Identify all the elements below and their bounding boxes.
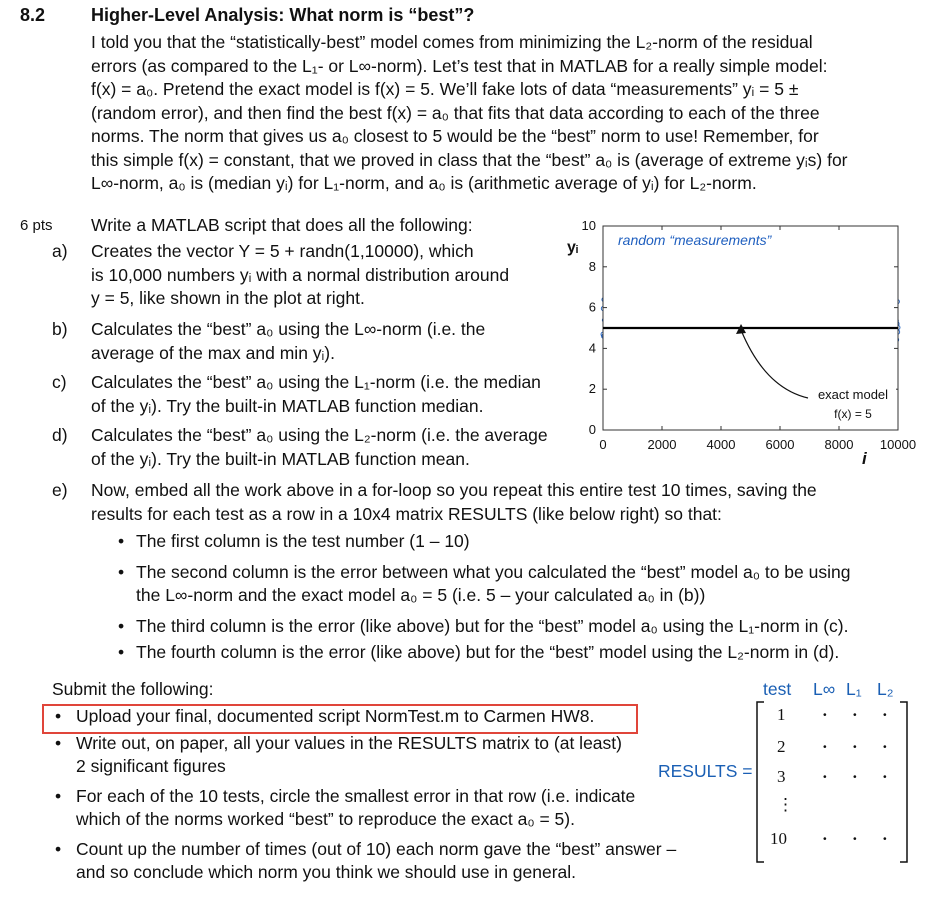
intro-line: L∞-norm, a₀ is (median yᵢ) for L₁-norm, and a₀ is (arithmetic average of yᵢ) for L₂-norm. bbox=[91, 173, 757, 193]
matrix-cell-dot: · bbox=[852, 705, 858, 724]
matrix-row-test: 3 bbox=[777, 767, 786, 786]
item-e bbox=[91, 479, 936, 526]
bullet-line: which of the norms worked “best” to reproduce the exact a₀ = 5). bbox=[76, 809, 575, 829]
bullet-line: The fourth column is the error (like above) but for the “best” model using the L₂-norm in (d). bbox=[136, 642, 840, 662]
item-line: Now, embed all the work above in a for-loop so you repeat this entire test 10 times, saving the bbox=[91, 480, 817, 500]
e-bullet-list bbox=[118, 530, 938, 665]
y-axis-label: yᵢ bbox=[567, 239, 579, 256]
intro-line: f(x) = a₀. Pretend the exact model is f(x) = 5. We’ll fake lots of data “measurements” yᵢ = 5 ± bbox=[91, 79, 799, 99]
submit-bullet-list bbox=[55, 705, 695, 885]
item-line: Creates the vector Y = 5 + randn(1,10000), which bbox=[91, 241, 474, 261]
bullet-dot: • bbox=[55, 706, 62, 726]
e-bullet bbox=[118, 561, 938, 608]
submit-bullet bbox=[55, 705, 695, 729]
intro-line: this simple f(x) = constant, that we proved in class that the “best” a₀ is (average of extreme yᵢs) for bbox=[91, 149, 848, 170]
bullet-dot: • bbox=[118, 561, 125, 582]
matrix-row-test: 2 bbox=[777, 737, 786, 756]
x-tick-label: 0 bbox=[599, 437, 607, 452]
bullet-dot: • bbox=[55, 732, 62, 753]
bullet-line: 2 significant figures bbox=[76, 756, 226, 776]
intro-line: norms. The norm that gives us a₀ closest to 5 would be the “best” norm to use! Remember, for bbox=[91, 126, 819, 146]
item-c bbox=[91, 371, 581, 418]
item-d bbox=[91, 424, 581, 471]
matrix-cell-dot: · bbox=[882, 829, 888, 848]
submit-bullet bbox=[55, 732, 695, 779]
matrix-cell-dot: · bbox=[822, 767, 828, 786]
item-b bbox=[91, 318, 571, 365]
annotation-line1: exact model bbox=[817, 387, 889, 402]
bullet-line: For each of the 10 tests, circle the smallest error in that row (i.e. indicate bbox=[76, 785, 636, 806]
x-tick-label: 2000 bbox=[647, 437, 677, 452]
submit-bullet bbox=[55, 785, 695, 832]
bullet-dot: • bbox=[55, 838, 62, 859]
item-line: results for each test as a row in a 10x4 matrix RESULTS (like below right) so that: bbox=[91, 503, 722, 524]
item-line: Calculates the “best” a₀ using the L∞-norm (i.e. the bbox=[91, 319, 486, 339]
bullet-line: and so conclude which norm you think we should use in general. bbox=[76, 862, 577, 882]
item-line: Calculates the “best” a₀ using the L₂-norm (i.e. the average bbox=[91, 425, 548, 445]
bullet-line: The third column is the error (like above) but for the “best” model a₀ using the L₁-norm in (c). bbox=[136, 615, 849, 636]
matrix-cell-dot: · bbox=[852, 767, 858, 786]
matrix-header-test: test bbox=[763, 679, 792, 699]
section-title: Higher-Level Analysis: What norm is “best”? bbox=[91, 5, 475, 25]
bullet-line: The second column is the error between what you calculated the “best” model a₀ to be using bbox=[136, 561, 851, 582]
item-d-letter: d) bbox=[52, 425, 68, 445]
bullet-dot: • bbox=[118, 615, 125, 636]
matrix-cell-dot: · bbox=[882, 705, 888, 724]
submit-bullet bbox=[55, 838, 695, 885]
right-bracket bbox=[900, 702, 907, 862]
left-bracket bbox=[757, 702, 764, 862]
matrix-header-linf: L∞ bbox=[813, 679, 836, 699]
item-line: Calculates the “best” a₀ using the L₁-norm (i.e. the median bbox=[91, 372, 541, 392]
matrix-row-test: ⋮ bbox=[777, 795, 794, 814]
matrix-cell-dot: · bbox=[882, 737, 888, 756]
scatter-chart bbox=[555, 210, 945, 475]
points-label: 6 pts bbox=[20, 217, 53, 234]
e-bullet bbox=[118, 615, 938, 639]
intro-line: (random error), and then find the best f(x) = a₀ that fits that data according to each of the three bbox=[91, 102, 820, 123]
bullet-line: Upload your final, documented script NormTest.m to Carmen HW8. bbox=[76, 706, 595, 726]
bullet-line: The first column is the test number (1 – 10) bbox=[136, 531, 470, 551]
y-tick-label: 4 bbox=[588, 340, 596, 356]
bullet-line: the L∞-norm and the exact model a₀ = 5 (i.e. 5 – your calculated a₀ in (b)) bbox=[136, 585, 706, 605]
intro-paragraph bbox=[91, 31, 936, 196]
item-b-letter: b) bbox=[52, 319, 68, 339]
submit-heading: Submit the following: bbox=[52, 679, 214, 699]
matrix-cell-dot: · bbox=[852, 829, 858, 848]
bullet-dot: • bbox=[118, 531, 125, 551]
y-tick-label: 0 bbox=[588, 422, 596, 437]
y-tick-label: 8 bbox=[588, 258, 596, 274]
item-line: of the yᵢ). Try the built-in MATLAB function median. bbox=[91, 395, 484, 416]
item-c-letter: c) bbox=[52, 372, 67, 392]
e-bullet bbox=[118, 641, 938, 665]
e-bullet bbox=[118, 530, 938, 554]
bullet-line: Write out, on paper, all your values in the RESULTS matrix to (at least) bbox=[76, 732, 622, 753]
intro-line: I told you that the “statistically-best” model comes from minimizing the L₂-norm of the residual bbox=[91, 32, 813, 52]
matrix-row-test: 1 bbox=[777, 705, 786, 724]
matrix-header-l2: L₂ bbox=[877, 679, 894, 699]
y-tick-label: 10 bbox=[581, 218, 596, 233]
matrix-cell-dot: · bbox=[822, 705, 828, 724]
matrix-cell-dot: · bbox=[882, 767, 888, 786]
y-tick-label: 6 bbox=[588, 299, 596, 315]
matrix-row-test: 10 bbox=[770, 829, 787, 848]
x-tick-label: 6000 bbox=[765, 437, 795, 452]
matrix-cell-dot: · bbox=[852, 737, 858, 756]
item-line: y = 5, like shown in the plot at right. bbox=[91, 288, 365, 308]
item-line: is 10,000 numbers yᵢ with a normal distribution around bbox=[91, 264, 510, 285]
item-line: of the yᵢ). Try the built-in MATLAB function mean. bbox=[91, 448, 470, 469]
annotation-line2: f(x) = 5 bbox=[834, 407, 872, 421]
x-tick-label: 8000 bbox=[824, 437, 854, 452]
bullet-dot: • bbox=[55, 785, 62, 806]
chart-title: random “measurements” bbox=[618, 232, 772, 248]
task-intro: Write a MATLAB script that does all the following: bbox=[91, 215, 473, 235]
item-a-letter: a) bbox=[52, 241, 68, 261]
x-tick-label: 10000 bbox=[879, 437, 917, 452]
matrix-cell-dot: · bbox=[822, 737, 828, 756]
section-number: 8.2 bbox=[20, 5, 46, 25]
matrix-header-l1: L₁ bbox=[846, 679, 862, 699]
item-a bbox=[91, 240, 571, 311]
bullet-line: Count up the number of times (out of 10) each norm gave the “best” answer – bbox=[76, 838, 677, 859]
results-label: RESULTS = bbox=[658, 761, 753, 781]
item-e-letter: e) bbox=[52, 480, 68, 500]
item-line: average of the max and min yᵢ). bbox=[91, 342, 335, 363]
x-tick-label: 4000 bbox=[706, 437, 736, 452]
intro-line: errors (as compared to the L₁- or L∞-norm). Let’s test that in MATLAB for a really simple model: bbox=[91, 55, 828, 76]
matrix-cell-dot: · bbox=[822, 829, 828, 848]
x-axis-label: i bbox=[862, 449, 867, 468]
y-tick-label: 2 bbox=[588, 381, 596, 397]
bullet-dot: • bbox=[118, 642, 125, 662]
